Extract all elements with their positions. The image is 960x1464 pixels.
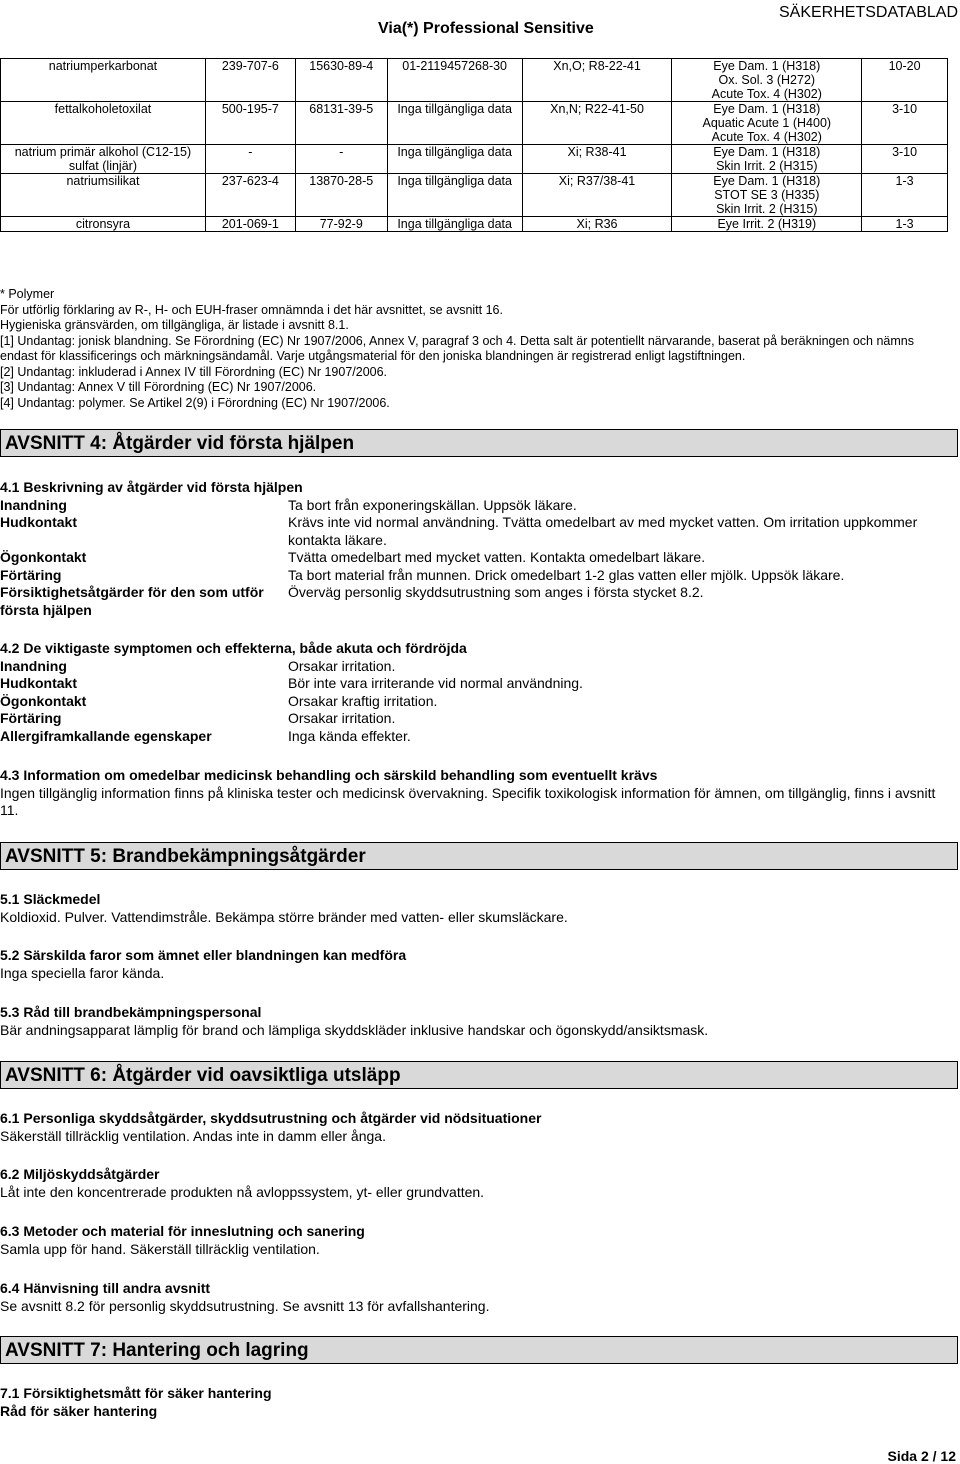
clp-classification-line: Skin Irrit. 2 (H315) — [716, 202, 818, 216]
label-value-row — [0, 675, 950, 693]
clp-classification-line: STOT SE 3 (H335) — [714, 188, 820, 202]
ingredient-name-line: natrium primär alkohol (C12-15) — [14, 145, 192, 159]
dsd-classification: Xn,O; R8-22-41 — [522, 59, 672, 102]
ingredient-name — [1, 174, 206, 217]
label-value-row — [0, 584, 950, 619]
section-6-2: 6.2 Miljöskyddsåtgärder Låt inte den koncentrerade produkten nå avloppssystem, yt- eller grundvatten. — [0, 1166, 485, 1200]
concentration: 3-10 — [862, 145, 948, 174]
row-label: Förtäring — [0, 710, 62, 726]
clp-classification — [672, 59, 862, 102]
section-5-heading: AVSNITT 5: Brandbekämpningsåtgärder — [0, 842, 958, 870]
subsection-heading: 4.2 De viktigaste symptomen och effekterna, både akuta och fördröjda — [0, 640, 467, 656]
concentration: 1-3 — [862, 174, 948, 217]
ingredient-name — [1, 102, 206, 145]
ingredient-name-line: sulfat (linjär) — [68, 159, 137, 173]
clp-classification-line: Acute Tox. 4 (H302) — [711, 87, 822, 101]
section-4-1 — [0, 479, 950, 619]
row-value: Orsakar irritation. — [288, 657, 396, 674]
subsection-heading: 4.3 Information om omedelbar medicinsk behandling och särskild behandling som eventuellt krävs — [0, 767, 658, 783]
dsd-classification: Xn,N; R22-41-50 — [522, 102, 672, 145]
composition-row — [1, 217, 948, 232]
row-label: Hudkontakt — [0, 514, 77, 530]
ingredient-name — [1, 217, 206, 232]
row-value: Bör inte vara irriterande vid normal användning. — [288, 675, 583, 691]
section-4-2 — [0, 640, 950, 745]
document-type: SÄKERHETSDATABLAD — [778, 4, 958, 21]
cas-number: 77-92-9 — [295, 217, 387, 232]
composition-row — [1, 174, 948, 217]
clp-classification — [672, 174, 862, 217]
label-value-row — [0, 549, 950, 567]
row-label: Ögonkontakt — [0, 692, 87, 709]
row-value: Tvätta omedelbart med mycket vatten. Kontakta omedelbart läkare. — [288, 549, 706, 565]
row-label: Allergiframkallande egenskaper — [0, 727, 212, 744]
concentration: 1-3 — [862, 217, 948, 232]
dsd-classification: Xi; R38-41 — [522, 145, 672, 174]
section-7-1: 7.1 Försiktighetsmått för säker hantering Råd för säker hantering — [0, 1385, 272, 1419]
cas-number: 68131-39-5 — [295, 102, 387, 145]
note-line: Hygieniska gränsvärden, om tillgängliga, är listade i avsnitt 8.1. — [0, 318, 349, 332]
composition-row — [1, 59, 948, 102]
label-value-row — [0, 567, 950, 585]
row-label: Inandning — [0, 657, 67, 674]
page-number: Sida 2 / 12 — [887, 1448, 956, 1464]
clp-classification-line: Eye Dam. 1 (H318) — [713, 174, 821, 188]
label-value-row — [0, 497, 950, 515]
note-line: [4] Undantag: polymer. Se Artikel 2(9) i Förordning (EC) Nr 1907/2006. — [0, 395, 390, 410]
cas-number: - — [295, 145, 387, 174]
ec-number: 239-707-6 — [205, 59, 295, 102]
composition-table — [0, 58, 948, 232]
reach-number: 01-2119457268-30 — [387, 59, 522, 102]
product-name: Via(*) Professional Sensitive — [378, 20, 594, 37]
row-value: Ta bort från exponeringskällan. Uppsök läkare. — [288, 496, 577, 513]
section-6-1: 6.1 Personliga skyddsåtgärder, skyddsutrustning och åtgärder vid nödsituationer Säkerställ tillräcklig ventilation. Andas inte in damm eller ånga. — [0, 1110, 542, 1144]
cas-number: 15630-89-4 — [295, 59, 387, 102]
clp-classification-line: Eye Dam. 1 (H318) — [713, 145, 821, 159]
label-value-row — [0, 693, 950, 711]
section-7-heading: AVSNITT 7: Hantering och lagring — [0, 1336, 958, 1364]
row-label: Förtäring — [0, 566, 62, 583]
row-label: Ögonkontakt — [0, 549, 87, 565]
note-line: [2] Undantag: inkluderad i Annex IV till Förordning (EC) Nr 1907/2006. — [0, 364, 388, 379]
ingredient-name-line: natriumperkarbonat — [48, 59, 158, 73]
label-value-row — [0, 514, 950, 549]
reach-number: Inga tillgängliga data — [387, 174, 522, 217]
ingredient-name-line: natriumsilikat — [66, 174, 140, 188]
label-value-row — [0, 710, 950, 728]
section-5-2: 5.2 Särskilda faror som ämnet eller blandningen kan medföra Inga speciella faror kända. — [0, 947, 407, 981]
note-line: * Polymer — [0, 287, 55, 301]
composition-row — [1, 145, 948, 174]
paragraph: Ingen tillgänglig information finns på kliniska tester och medicinsk övervakning. Specifik toxikologisk information för ämnen, om tillgänglig, finns i avsnitt 11. — [0, 784, 936, 818]
composition-notes — [0, 287, 950, 411]
row-label: Försiktighetsåtgärder för den som utför första hjälpen — [0, 584, 264, 618]
ec-number: 237-623-4 — [205, 174, 295, 217]
reach-number: Inga tillgängliga data — [387, 217, 522, 232]
note-line: För utförlig förklaring av R-, H- och EUH-fraser omnämnda i det här avsnittet, se avsnitt 16. — [0, 302, 503, 317]
clp-classification — [672, 145, 862, 174]
row-value: Orsakar irritation. — [288, 710, 396, 726]
label-value-row — [0, 658, 950, 676]
ingredient-name-line: citronsyra — [75, 217, 131, 231]
row-value: Överväg personlig skyddsutrustning som anges i första stycket 8.2. — [288, 584, 704, 600]
row-value: Orsakar kraftig irritation. — [288, 692, 438, 709]
ec-number: 201-069-1 — [205, 217, 295, 232]
clp-classification-line: Eye Irrit. 2 (H319) — [717, 217, 817, 231]
clp-classification-line: Skin Irrit. 2 (H315) — [716, 159, 818, 173]
subsection-heading: 4.1 Beskrivning av åtgärder vid första hjälpen — [0, 479, 303, 495]
section-5-3: 5.3 Råd till brandbekämpningspersonal Bär andningsapparat lämplig för brand och lämpliga skyddskläder inklusive handskar och ögonskydd/ansiktsmask. — [0, 1004, 709, 1038]
note-line: [1] Undantag: jonisk blandning. Se Förordning (EC) Nr 1907/2006, Annex V, paragraf 3 och 4. Detta salt är potentiellt närvarande, baserat på beräkningen och nämns endast för klassificerings och märkningsändamål. Varje utgångsmaterial för den joniska blandningen är registrerad enligt lagstiftningen. — [0, 333, 915, 363]
reach-number: Inga tillgängliga data — [387, 102, 522, 145]
concentration: 3-10 — [862, 102, 948, 145]
section-6-3: 6.3 Metoder och material för inneslutning och sanering Samla upp för hand. Säkerställ tillräcklig ventilation. — [0, 1223, 365, 1257]
ec-number: - — [205, 145, 295, 174]
clp-classification-line: Eye Dam. 1 (H318) — [713, 59, 821, 73]
section-6-4: 6.4 Hänvisning till andra avsnitt Se avsnitt 8.2 för personlig skyddsutrustning. Se avsnitt 13 för avfallshantering. — [0, 1280, 490, 1314]
row-value: Ta bort material från munnen. Drick omedelbart 1-2 glas vatten eller mjölk. Uppsök läkare. — [288, 566, 845, 583]
clp-classification-line: Aquatic Acute 1 (H400) — [702, 116, 832, 130]
ec-number: 500-195-7 — [205, 102, 295, 145]
clp-classification — [672, 102, 862, 145]
clp-classification-line: Eye Dam. 1 (H318) — [713, 102, 821, 116]
section-4-3 — [0, 767, 950, 820]
section-4-heading: AVSNITT 4: Åtgärder vid första hjälpen — [0, 429, 958, 457]
section-6-heading: AVSNITT 6: Åtgärder vid oavsiktliga utsläpp — [0, 1061, 958, 1089]
row-label: Hudkontakt — [0, 675, 77, 691]
note-line: [3] Undantag: Annex V till Förordning (EC) Nr 1907/2006. — [0, 380, 317, 394]
clp-classification-line: Ox. Sol. 3 (H272) — [718, 73, 816, 87]
ingredient-name-line: fettalkoholetoxilat — [54, 102, 152, 116]
row-value: Krävs inte vid normal användning. Tvätta omedelbart av med mycket vatten. Om irritation uppkommer kontakta läkare. — [288, 514, 918, 548]
clp-classification-line: Acute Tox. 4 (H302) — [711, 130, 822, 144]
ingredient-name — [1, 59, 206, 102]
row-value: Inga kända effekter. — [288, 727, 411, 744]
dsd-classification: Xi; R37/38-41 — [522, 174, 672, 217]
reach-number: Inga tillgängliga data — [387, 145, 522, 174]
ingredient-name — [1, 145, 206, 174]
composition-row — [1, 102, 948, 145]
concentration: 10-20 — [862, 59, 948, 102]
cas-number: 13870-28-5 — [295, 174, 387, 217]
label-value-row — [0, 728, 950, 746]
section-5-1: 5.1 Släckmedel Koldioxid. Pulver. Vattendimstråle. Bekämpa större bränder med vatten- eller skumsläckare. — [0, 891, 568, 925]
row-label: Inandning — [0, 496, 67, 513]
clp-classification — [672, 217, 862, 232]
dsd-classification: Xi; R36 — [522, 217, 672, 232]
